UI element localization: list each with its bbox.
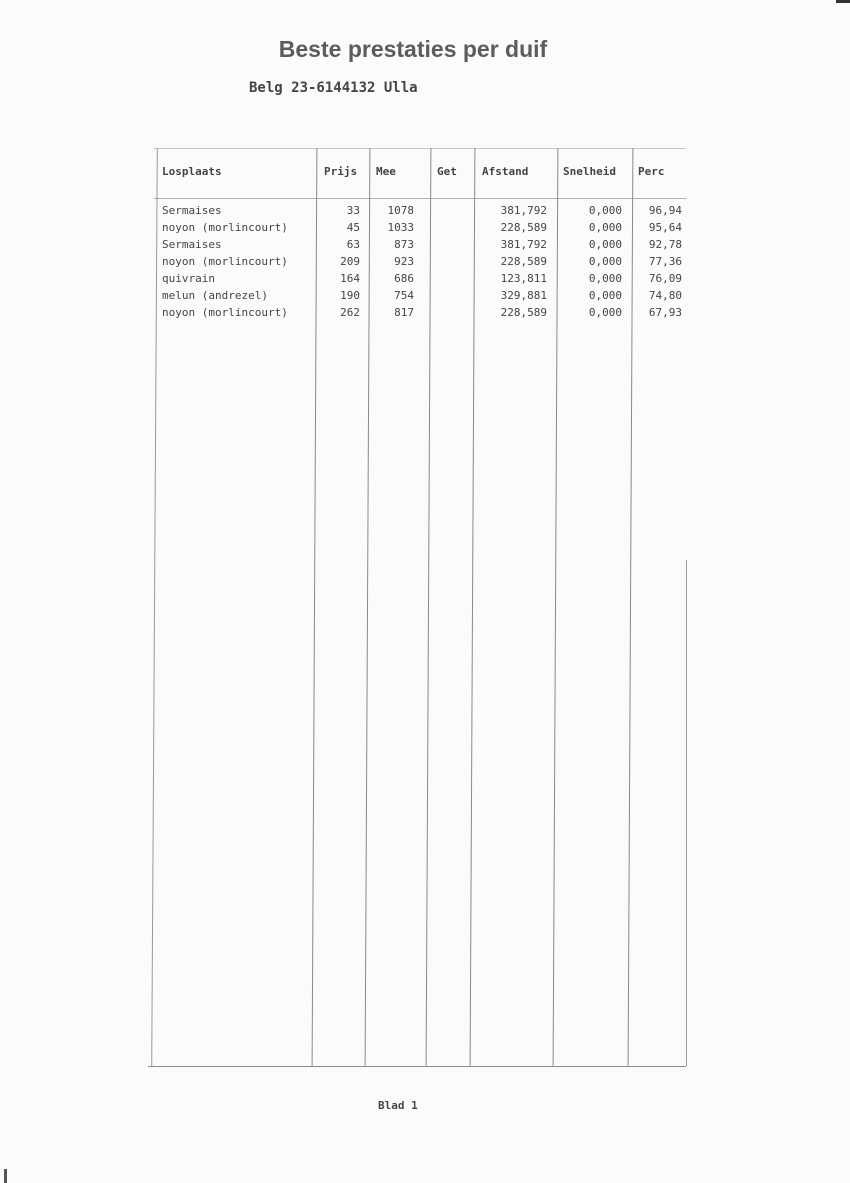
table-row [0,221,850,238]
table-bottom-border [148,1066,686,1067]
scan-edge-mark [4,1169,7,1183]
table-row [0,289,850,306]
cell-perc: 74,80 [648,289,682,302]
table-right-border [686,560,687,1066]
pigeon-id: Belg 23-6144132 Ulla [249,80,418,96]
cell-prijs: 190 [340,289,360,302]
header-prijs: Prijs [324,165,358,178]
page-number: Blad 1 [378,1099,418,1112]
header-perc: Perc [638,165,665,178]
cell-losplaats: Sermaises [162,204,222,217]
cell-snelheid: 0,000 [588,289,622,302]
cell-losplaats: Sermaises [162,238,222,251]
cell-afstand: 329,881 [500,289,547,302]
header-mee: Mee [376,165,396,178]
cell-prijs: 209 [340,255,360,268]
cell-losplaats: noyon (morlincourt) [162,306,288,319]
cell-mee: 873 [394,238,414,251]
cell-mee: 817 [394,306,414,319]
cell-snelheid: 0,000 [588,221,622,234]
cell-mee: 754 [394,289,414,302]
table-row [0,255,850,272]
cell-losplaats: noyon (morlincourt) [162,255,288,268]
header-snelheid: Snelheid [563,165,616,178]
cell-afstand: 228,589 [500,306,547,319]
cell-perc: 96,94 [648,204,682,217]
cell-perc: 76,09 [648,272,682,285]
cell-afstand: 381,792 [500,238,547,251]
cell-losplaats: quivrain [162,272,215,285]
table-row [0,238,850,255]
cell-afstand: 381,792 [500,204,547,217]
cell-afstand: 228,589 [500,255,547,268]
cell-mee: 686 [394,272,414,285]
cell-losplaats: melun (andrezel) [162,289,268,302]
cell-perc: 92,78 [648,238,682,251]
cell-losplaats: noyon (morlincourt) [162,221,288,234]
cell-prijs: 45 [346,221,360,234]
cell-afstand: 123,811 [500,272,547,285]
cell-mee: 923 [394,255,414,268]
cell-mee: 1033 [387,221,414,234]
table-top-border [154,148,686,149]
cell-prijs: 262 [340,306,360,319]
scan-corner-mark [836,0,850,3]
cell-prijs: 63 [346,238,360,251]
cell-snelheid: 0,000 [588,238,622,251]
header-afstand: Afstand [482,165,529,178]
table-row [0,272,850,289]
cell-mee: 1078 [387,204,414,217]
header-get: Get [437,165,457,178]
table-row [0,204,850,221]
table-row [0,306,850,323]
cell-snelheid: 0,000 [588,272,622,285]
cell-snelheid: 0,000 [588,204,622,217]
cell-afstand: 228,589 [500,221,547,234]
page-title: Beste prestaties per duif [278,36,548,62]
header-losplaats: Losplaats [162,165,222,178]
cell-perc: 77,36 [648,255,682,268]
cell-prijs: 33 [346,204,360,217]
header-separator [154,198,686,199]
cell-prijs: 164 [340,272,360,285]
cell-perc: 67,93 [648,306,682,319]
cell-perc: 95,64 [648,221,682,234]
cell-snelheid: 0,000 [588,255,622,268]
cell-snelheid: 0,000 [588,306,622,319]
